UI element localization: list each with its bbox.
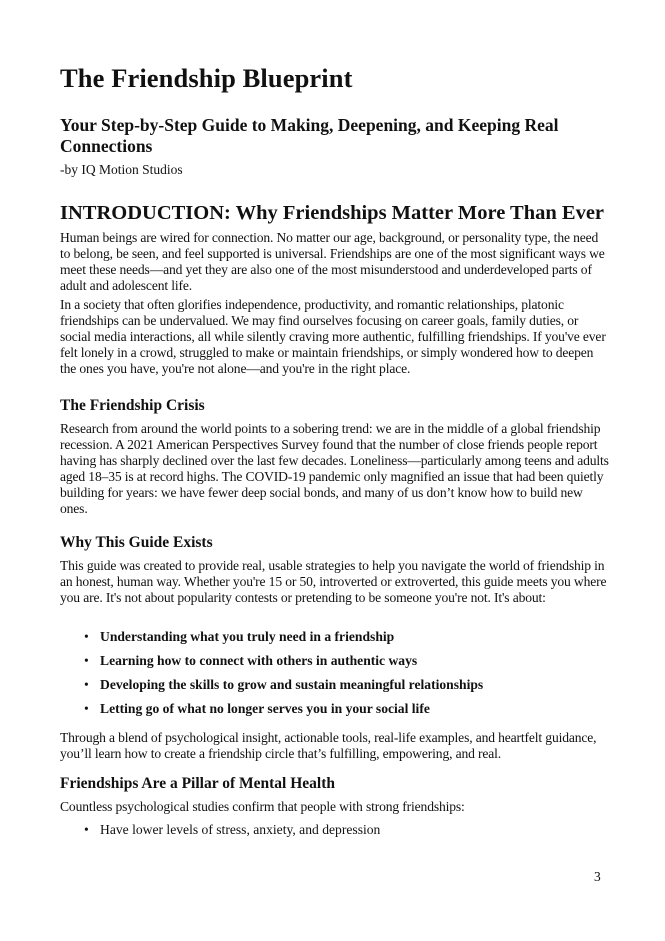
bullet-icon: • <box>84 629 89 644</box>
list-item: • Learning how to connect with others in authentic ways <box>84 653 418 668</box>
friendship-crisis-paragraph: Research from around the world points to a sobering trend: we are in the middle of a global friendship recession. A 2021 American Perspectives Survey found that the number of close friends people report having has sharply declined over the last few decades. Loneliness—particularly among teens and adults aged 18–35 is at record highs. The COVID-19 pandemic only magnified an issue that had been quietly building for years: we have fewer deep social bonds, and many of us don’t know how to build new ones. <box>60 421 609 516</box>
bullet-icon: • <box>84 653 89 668</box>
why-guide-bullet-list <box>60 629 610 725</box>
byline: -by IQ Motion Studios <box>60 162 183 177</box>
list-item: • Letting go of what no longer serves you in your social life <box>84 701 430 716</box>
introduction-heading: INTRODUCTION: Why Friendships Matter More Than Ever <box>60 202 605 224</box>
why-guide-closing-paragraph: Through a blend of psychological insight, actionable tools, real-life examples, and heartfelt guidance, you’ll learn how to create a friendship circle that’s fulfilling, empowering, and real. <box>60 730 597 761</box>
introduction-paragraph-2: In a society that often glorifies independence, productivity, and romantic relationships, platonic friendships can be undervalued. We may find ourselves focusing on career goals, family duties, or social media interactions, all while silently craving more authentic, fulfilling friendships. If you've ever felt lonely in a crowd, struggled to make or maintain friendships, or simply wondered how to deepen the ones you have, you're not alone—and you're in the right place. <box>60 297 606 376</box>
list-item: • Have lower levels of stress, anxiety, and depression <box>84 822 381 837</box>
mental-health-paragraph: Countless psychological studies confirm that people with strong friendships: <box>60 799 465 814</box>
document-subtitle: Your Step-by-Step Guide to Making, Deepening, and Keeping Real Connections <box>60 115 559 156</box>
page-number: 3 <box>594 869 601 884</box>
why-guide-heading: Why This Guide Exists <box>60 534 213 551</box>
bullet-icon: • <box>84 677 89 692</box>
bullet-icon: • <box>84 701 89 716</box>
mental-health-heading: Friendships Are a Pillar of Mental Health <box>60 775 335 792</box>
list-item: • Developing the skills to grow and sustain meaningful relationships <box>84 677 484 692</box>
document-title: The Friendship Blueprint <box>60 63 353 93</box>
list-item: • Understanding what you truly need in a friendship <box>84 629 395 644</box>
introduction-paragraph-1: Human beings are wired for connection. No matter our age, background, or personality type, the need to belong, be seen, and feel supported is universal. Friendships are one of the most significant ways we meet these needs—and yet they are also one of the most misunderstood and underdeveloped parts of adult and adolescent life. <box>60 230 605 293</box>
why-guide-paragraph: This guide was created to provide real, usable strategies to help you navigate the world of friendship in an honest, human way. Whether you're 15 or 50, introverted or extroverted, this guide meets you where you are. It's not about popularity contests or pretending to be someone you're not. It's about: <box>60 558 607 605</box>
bullet-icon: • <box>84 822 89 837</box>
friendship-crisis-heading: The Friendship Crisis <box>60 397 205 414</box>
mental-health-bullet-list <box>60 822 610 846</box>
